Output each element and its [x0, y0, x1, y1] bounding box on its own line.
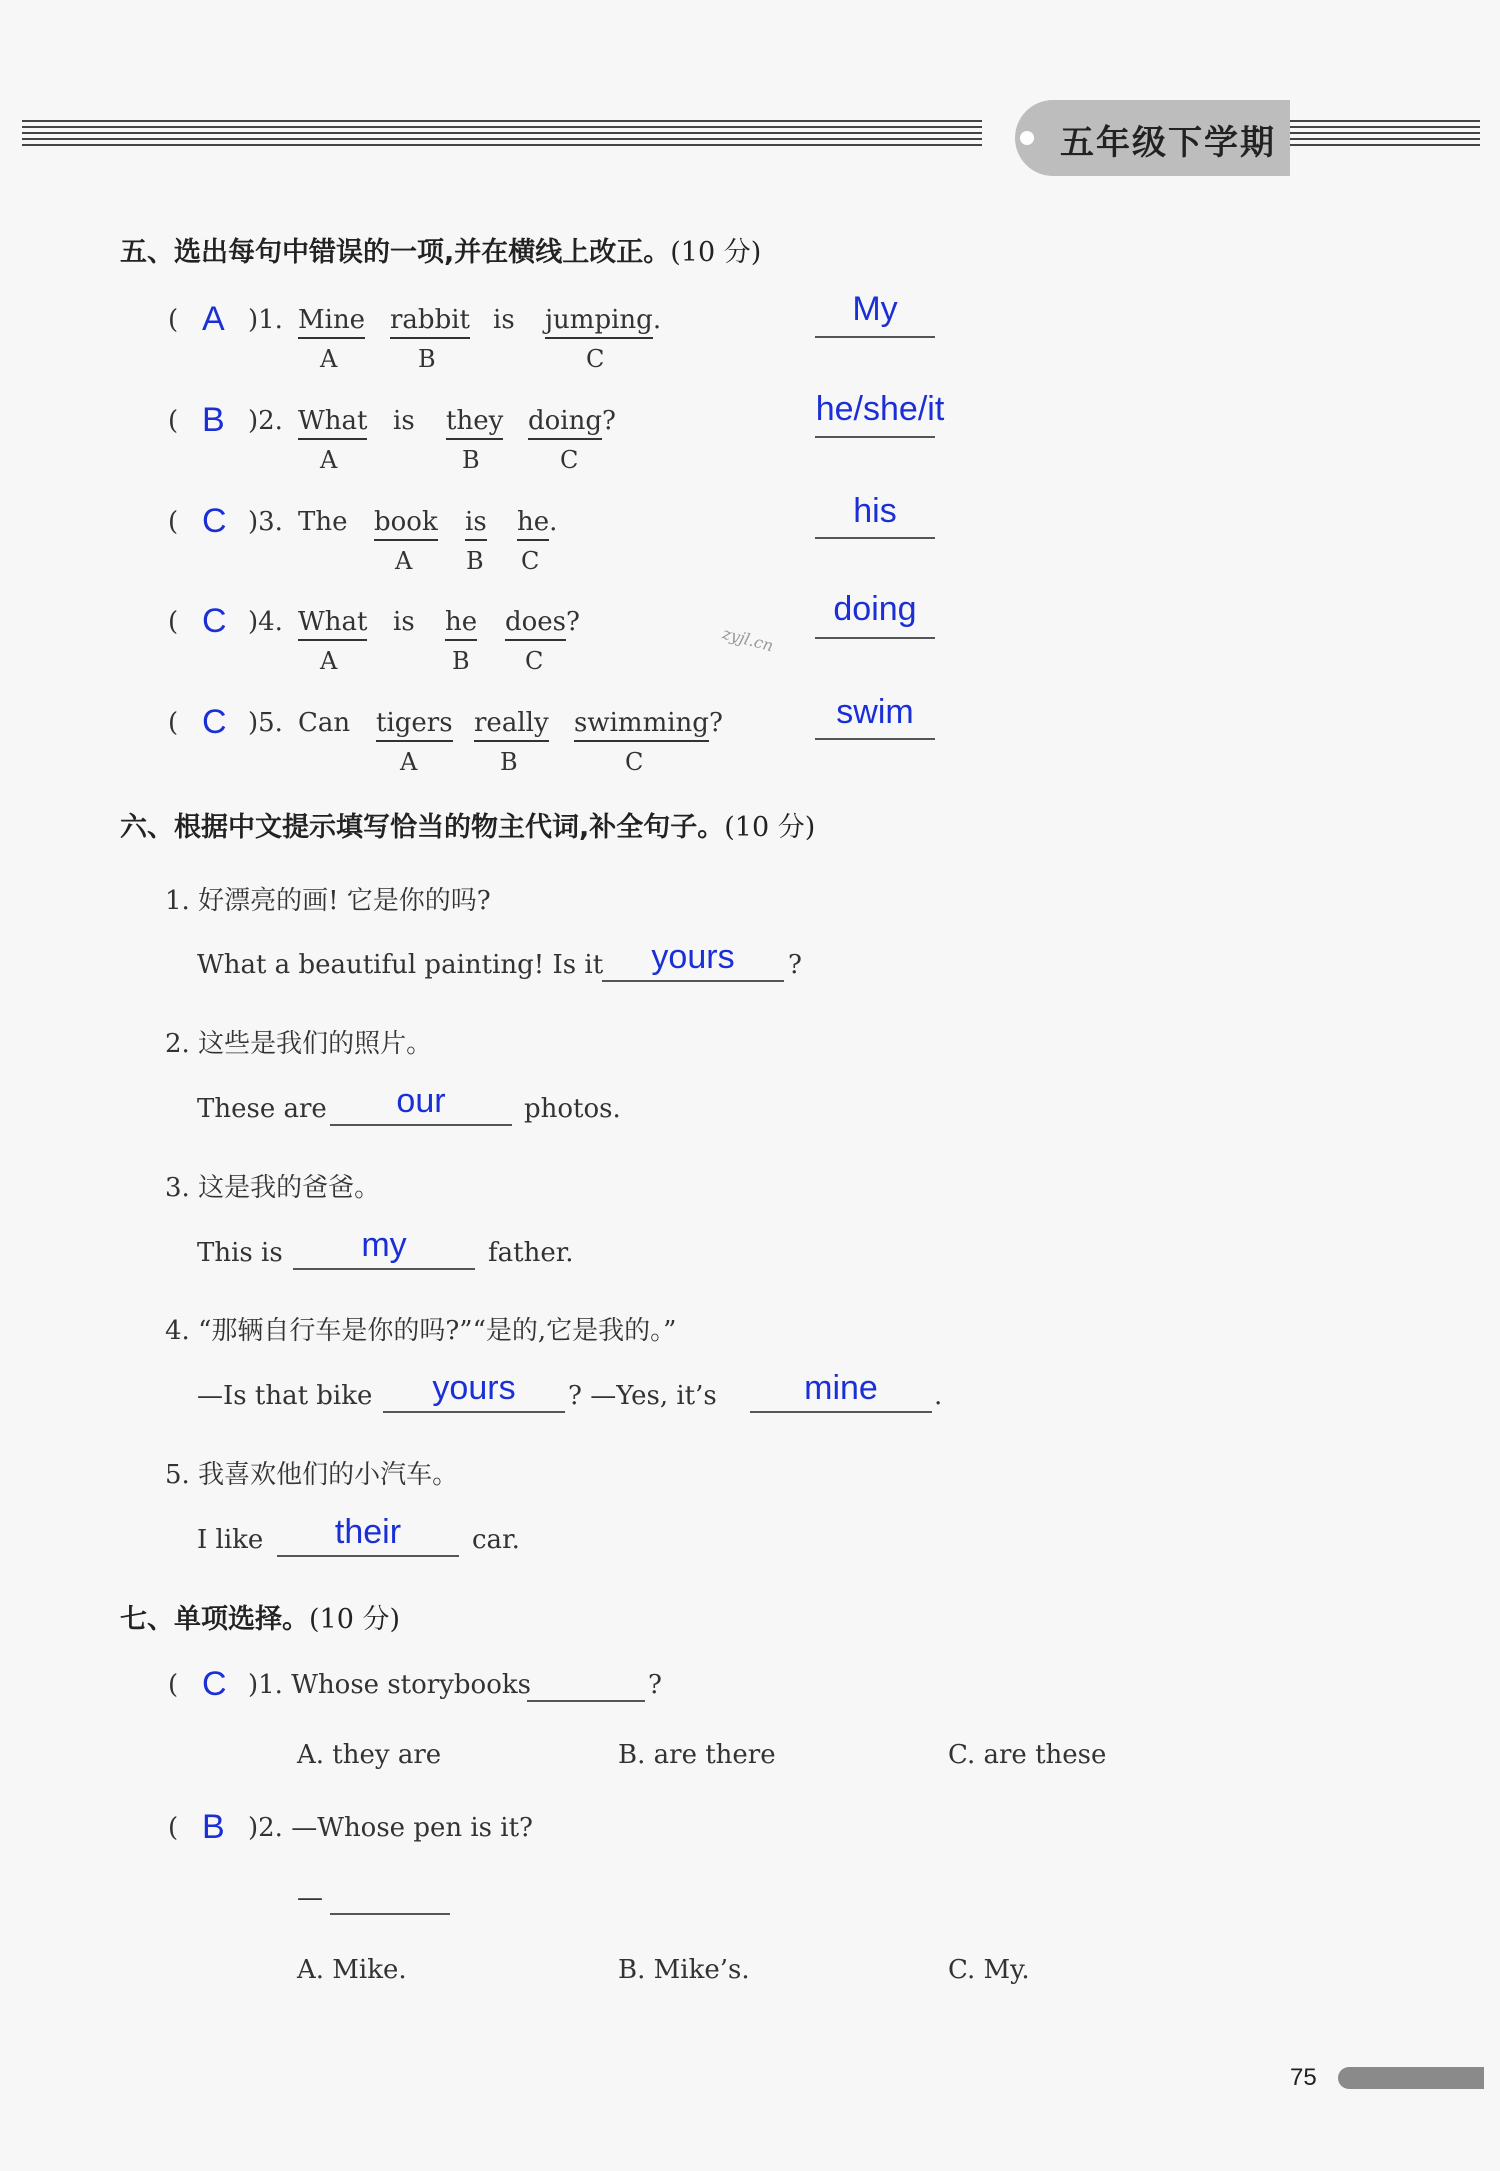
label-a: A: [320, 446, 338, 474]
sentence-end: ?: [788, 950, 802, 980]
option-c: C. are these: [948, 1740, 1107, 1770]
header-tab-dot: [1020, 131, 1034, 145]
word-b: they: [446, 406, 503, 440]
label-b: B: [418, 345, 436, 373]
label-a: A: [320, 345, 338, 373]
label-b: B: [500, 748, 518, 776]
word: The: [298, 507, 348, 537]
section-6-title: [120, 805, 815, 844]
section-title-text: 六、根据中文提示填写恰当的物主代词,补全句子。: [120, 812, 725, 843]
word-c-wrap: [528, 406, 616, 436]
correction-answer: My: [852, 290, 898, 328]
chinese-prompt: 4. “那辆自行车是你的吗?”“是的,它是我的。”: [165, 1316, 677, 1346]
correction-blank: [815, 537, 935, 539]
option-b: B. Mike’s.: [618, 1955, 750, 1985]
word: Can: [298, 708, 351, 738]
option-a: A. they are: [297, 1740, 442, 1770]
punct: ?: [708, 708, 723, 738]
paren-open: (: [168, 1670, 179, 1700]
answer-blank: [383, 1411, 565, 1413]
answer-text: yours: [651, 938, 735, 976]
question-blank: [527, 1700, 645, 1702]
word-c: jumping: [545, 305, 653, 339]
word: is: [393, 607, 415, 637]
word: is: [393, 406, 415, 436]
answer-blank: [330, 1124, 512, 1126]
chinese-prompt: 2. 这些是我们的照片。: [165, 1029, 433, 1059]
correction-blank: [815, 436, 935, 438]
page-number: 75: [1290, 2064, 1317, 2091]
punct: ?: [566, 607, 580, 637]
word-c: he: [517, 507, 549, 541]
answer-blank: [293, 1268, 475, 1270]
correction-answer: his: [853, 492, 897, 530]
header-rule-left: [22, 120, 982, 154]
paren-open: (: [168, 708, 179, 738]
correction-answer: swim: [836, 693, 914, 731]
word-c-wrap: [545, 305, 661, 335]
answer-choice: B: [202, 401, 225, 439]
correction-blank: [815, 637, 935, 639]
word-b: rabbit: [390, 305, 470, 339]
correction-answer: he/she/it: [815, 390, 945, 428]
section-5-title: [120, 230, 761, 269]
answer-blank: [277, 1555, 459, 1557]
question-number: )2.: [248, 406, 283, 436]
label-b: B: [462, 446, 480, 474]
label-b: B: [452, 647, 470, 675]
label-c: C: [521, 547, 540, 575]
question-number: )3.: [248, 507, 283, 537]
punct: ?: [602, 406, 616, 436]
answer-text: yours: [432, 1369, 516, 1407]
word-b: really: [474, 708, 549, 742]
sentence-end: .: [934, 1381, 943, 1411]
watermark: zyjl.cn: [720, 623, 776, 656]
label-c: C: [560, 446, 579, 474]
answer-blank: [330, 1913, 450, 1915]
word-c-wrap: [517, 507, 557, 537]
punct: .: [549, 507, 558, 537]
answer-choice: C: [202, 502, 227, 540]
label-c: C: [625, 748, 644, 776]
word-a: Mine: [298, 305, 365, 339]
paren-open: (: [168, 406, 179, 436]
label-a: A: [320, 647, 338, 675]
sentence-end: photos.: [524, 1094, 621, 1124]
chinese-prompt: 5. 我喜欢他们的小汽车。: [165, 1460, 459, 1490]
word-b: he: [445, 607, 477, 641]
chinese-prompt: 1. 好漂亮的画! 它是你的吗?: [165, 886, 491, 916]
question-number: )4.: [248, 607, 283, 637]
correction-blank: [815, 336, 935, 338]
question-end: ?: [648, 1670, 662, 1700]
section-points: (10 分): [724, 812, 816, 843]
label-a: A: [395, 547, 413, 575]
word-c-wrap: [505, 607, 580, 637]
sentence-start: —Is that bike: [197, 1381, 373, 1411]
answer-choice: A: [202, 300, 225, 338]
answer-choice: C: [202, 1665, 227, 1703]
correction-blank: [815, 738, 935, 740]
question-stem: )1. Whose storybooks: [248, 1670, 531, 1700]
word-c: doing: [528, 406, 602, 440]
section-title-text: 五、选出每句中错误的一项,并在横线上改正。: [120, 237, 671, 268]
sentence-start: These are: [197, 1094, 327, 1124]
answer-choice: B: [202, 1808, 225, 1846]
section-title-text: 七、单项选择。: [120, 1604, 309, 1635]
word-c-wrap: [574, 708, 723, 738]
word-b: is: [465, 507, 487, 541]
header-tab-label: 五年级下学期: [1060, 123, 1276, 163]
option-a: A. Mike.: [297, 1955, 407, 1985]
word: is: [493, 305, 515, 335]
word-a: book: [374, 507, 438, 541]
label-b: B: [466, 547, 484, 575]
word-c: does: [505, 607, 566, 641]
punct: .: [652, 305, 662, 335]
answer-text: their: [334, 1513, 402, 1551]
paren-open: (: [168, 1813, 179, 1843]
sentence-start: I like: [197, 1525, 264, 1555]
answer-text-2: mine: [804, 1369, 878, 1407]
answer-blank-2: [750, 1411, 932, 1413]
section-7-title: [120, 1597, 400, 1636]
page-number-bar: [1338, 2067, 1484, 2089]
option-c: C. My.: [948, 1955, 1030, 1985]
answer-choice: C: [202, 703, 227, 741]
sentence-end: car.: [472, 1525, 520, 1555]
word-a: What: [298, 406, 367, 440]
answer-dash: —: [297, 1883, 323, 1913]
answer-text: our: [396, 1082, 446, 1120]
question-number: )1.: [248, 305, 283, 335]
paren-open: (: [168, 607, 179, 637]
label-a: A: [400, 748, 418, 776]
section-points: (10 分): [309, 1604, 401, 1635]
correction-answer: doing: [833, 590, 917, 628]
question-stem: )2. —Whose pen is it?: [248, 1813, 533, 1843]
paren-open: (: [168, 507, 179, 537]
sentence-start: This is: [197, 1238, 283, 1268]
answer-choice: C: [202, 602, 227, 640]
header-rule-right: [1290, 120, 1480, 154]
answer-blank: [602, 980, 784, 982]
chinese-prompt: 3. 这是我的爸爸。: [165, 1173, 381, 1203]
label-c: C: [525, 647, 544, 675]
word-c: swimming: [574, 708, 709, 742]
answer-text: my: [361, 1226, 407, 1264]
option-b: B. are there: [618, 1740, 776, 1770]
word-a: tigers: [376, 708, 453, 742]
paren-open: (: [168, 305, 179, 335]
question-number: )5.: [248, 708, 283, 738]
sentence-middle: ? —Yes, it’s: [568, 1381, 717, 1411]
sentence-end: father.: [488, 1238, 574, 1268]
word-a: What: [298, 607, 367, 641]
section-points: (10 分): [670, 237, 762, 268]
label-c: C: [586, 345, 605, 373]
sentence-start: What a beautiful painting! Is it: [197, 950, 604, 980]
